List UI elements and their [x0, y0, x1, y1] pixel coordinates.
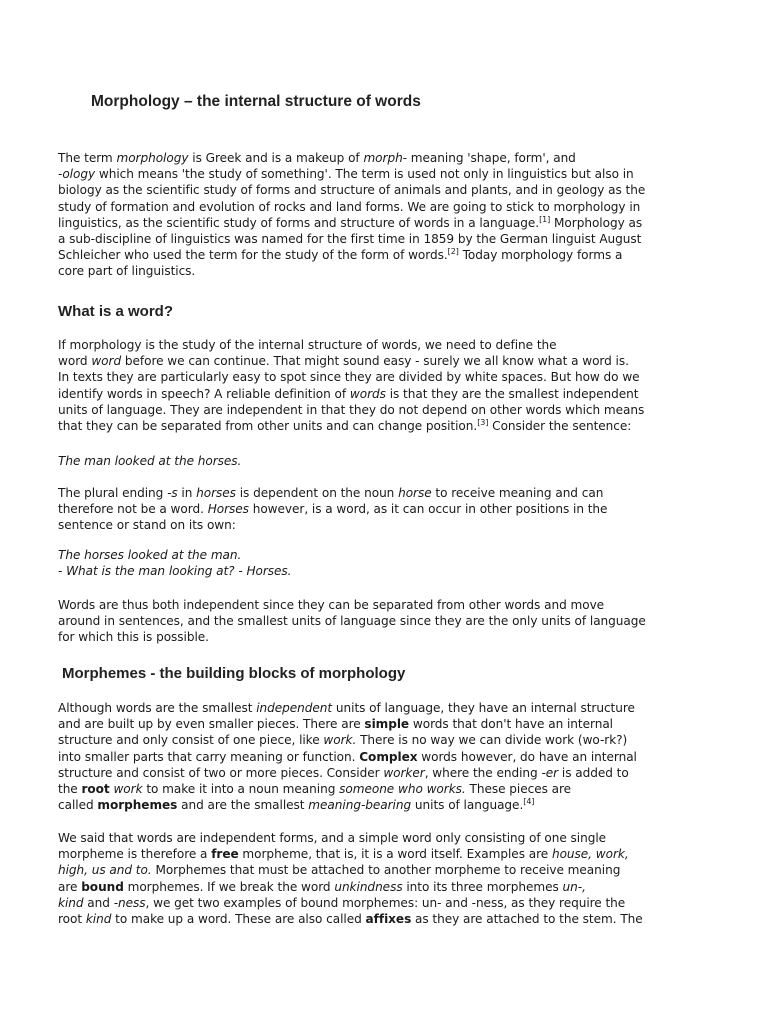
text-line: biology as the scientific study of forms and structure of animals and plants, and in geology as the — [58, 183, 646, 198]
text-line: word word before we can continue. That might sound easy - surely we all know what a word is. — [58, 354, 629, 369]
text-line: In texts they are particularly easy to spot since they are divided by white spaces. But how do we — [58, 370, 640, 385]
section-heading-morphemes: Morphemes - the building blocks of morphology — [62, 665, 406, 682]
text-line: sentence or stand on its own: — [58, 518, 236, 533]
text-line: units of language. They are independent in that they do not depend on other words which means — [58, 402, 645, 417]
text-line: root kind to make up a word. These are also called affixes as they are attached to the stem. The — [58, 912, 643, 927]
text-line: Words are thus both independent since they can be separated from other words and move — [58, 598, 605, 612]
text-line: The man looked at the horses. — [58, 454, 242, 468]
text-line: are bound morphemes. If we break the word unkindness into its three morphemes un-, — [58, 879, 586, 894]
text-line: therefore not be a word. Horses however, is a word, as it can occur in other positions in the — [58, 502, 608, 517]
intro-paragraph — [58, 150, 678, 280]
example-sentence — [58, 453, 678, 469]
text-line: The plural ending -s in horses is dependent on the noun horse to receive meaning and can — [58, 486, 604, 500]
footnote-ref[interactable]: [2] — [447, 247, 459, 257]
text-line: The horses looked at the man. — [58, 548, 242, 562]
word-paragraph — [58, 337, 678, 434]
text-line: around in sentences, and the smallest units of language since they are the only units of language — [58, 614, 646, 629]
example-sentences — [58, 547, 678, 579]
text-line: called morphemes and are the smallest meaning-bearing units of language.[4] — [58, 797, 535, 813]
text-line: structure and consist of two or more pieces. Consider worker, where the ending -er is added to — [58, 765, 629, 780]
text-line: The term morphology is Greek and is a makeup of morph- meaning 'shape, form', and — [58, 151, 576, 165]
footnote-ref[interactable]: [4] — [523, 797, 535, 807]
text-line: morpheme is therefore a free morpheme, that is, it is a word itself. Examples are house, work, — [58, 847, 629, 862]
text-line: for which this is possible. — [58, 630, 209, 645]
text-line: study of formation and evolution of rocks and land forms. We are going to stick to morphology in — [58, 199, 641, 214]
text-line: into smaller parts that carry meaning or function. Complex words however, do have an internal — [58, 749, 637, 764]
text-line: Although words are the smallest independent units of language, they have an internal structure — [58, 701, 635, 715]
footnote-ref[interactable]: [3] — [477, 417, 489, 427]
text-line: Schleicher who used the term for the study of the form of words.[2] Today morphology forms a — [58, 247, 623, 263]
section-heading-word: What is a word? — [58, 303, 174, 320]
free-bound-paragraph — [58, 830, 678, 927]
plural-paragraph — [58, 485, 678, 534]
text-line: the root work to make it into a noun meaning someone who works. These pieces are — [58, 782, 572, 797]
text-line: structure and only consist of one piece, like work. There is no way we can divide work (wo-rk?) — [58, 733, 628, 748]
footnote-ref[interactable]: [1] — [539, 214, 551, 224]
text-line: and are built up by even smaller pieces. There are simple words that don't have an internal — [58, 717, 613, 732]
text-line: linguistics, as the scientific study of forms and structure of words in a language.[1] Morphology as — [58, 214, 643, 230]
text-line: that they can be separated from other units and can change position.[3] Consider the sentence: — [58, 417, 632, 434]
text-line: If morphology is the study of the internal structure of words, we need to define the — [58, 338, 557, 352]
text-line: -ology which means 'the study of something'. The term is used not only in linguistics but also in — [58, 167, 634, 182]
conclusion-paragraph — [58, 597, 678, 646]
morphemes-paragraph — [58, 700, 678, 813]
text-line: We said that words are independent forms, and a simple word only consisting of one single — [58, 831, 607, 845]
text-line: core part of linguistics. — [58, 264, 196, 279]
text-line: identify words in speech? A reliable definition of words is that they are the smallest independent — [58, 386, 639, 401]
text-line: kind and -ness, we get two examples of bound morphemes: un- and -ness, as they require the — [58, 895, 626, 910]
text-line: - What is the man looking at? - Horses. — [58, 564, 292, 579]
text-line: high, us and to. Morphemes that must be attached to another morpheme to receive meaning — [58, 863, 621, 878]
text-line: a sub-discipline of linguistics was named for the first time in 1859 by the German linguist August — [58, 232, 642, 247]
page-title: Morphology – the internal structure of words — [91, 93, 421, 110]
